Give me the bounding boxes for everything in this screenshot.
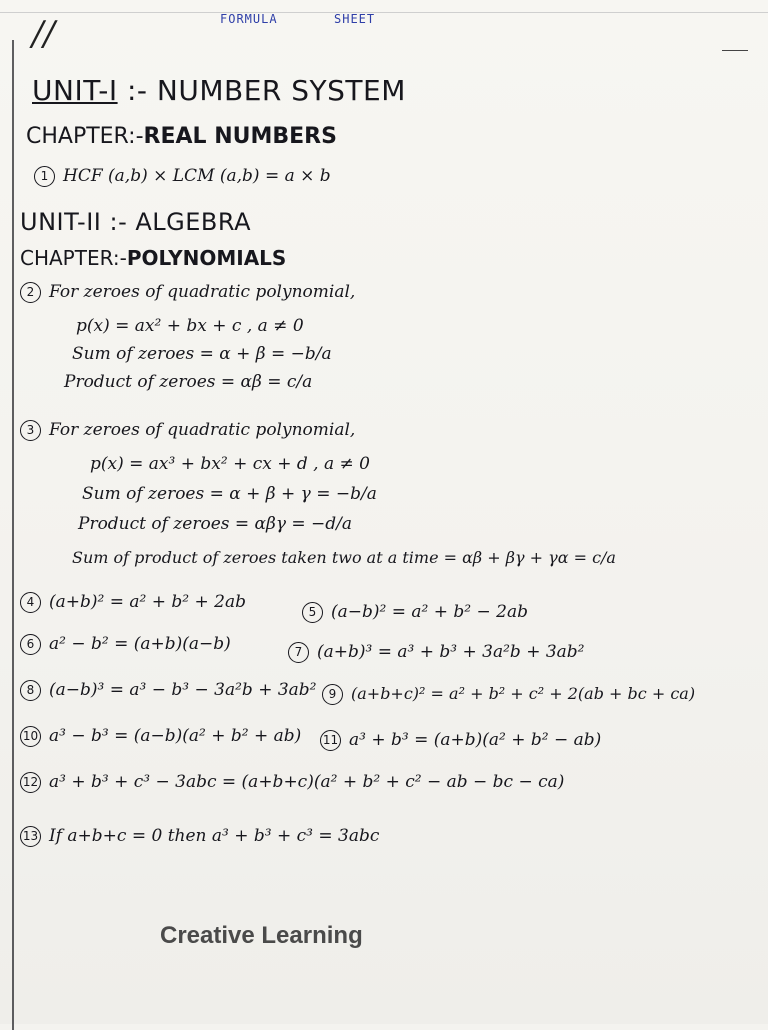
formula-3-poly: p(x) = ax³ + bx² + cx + d , a ≠ 0 (90, 454, 370, 474)
formula-9 (322, 684, 695, 705)
margin-line (12, 40, 14, 1030)
formula-3-sum: Sum of zeroes = α + β + γ = −b/a (82, 484, 377, 504)
corner-dash (722, 50, 748, 51)
formula-number: 9 (322, 684, 343, 705)
chapter-1-name: REAL NUMBERS (143, 124, 337, 149)
formula-5 (302, 602, 528, 623)
chapter-1-prefix: CHAPTER:- (26, 124, 144, 149)
formula-12 (20, 772, 564, 793)
formula-2-poly: p(x) = ax² + bx + c , a ≠ 0 (76, 316, 304, 336)
formula-number: 2 (20, 282, 41, 303)
formula-text: (a+b+c)² = a² + b² + c² + 2(ab + bc + ca) (351, 684, 696, 703)
unit-1-label: UNIT-I (32, 74, 118, 107)
formula-number: 8 (20, 680, 41, 701)
formula-text: If a+b+c = 0 then a³ + b³ + c³ = 3abc (49, 826, 380, 846)
formula-text: (a−b)³ = a³ − b³ − 3a²b + 3ab² (49, 680, 317, 700)
formula-text: (a−b)² = a² + b² − 2ab (331, 602, 528, 622)
formula-number: 6 (20, 634, 41, 655)
formula-3-pair-sum: Sum of product of zeroes taken two at a time = αβ + βγ + γα = c/a (72, 548, 616, 567)
chapter-2-heading (20, 246, 286, 270)
unit-1-title: :- NUMBER SYSTEM (117, 74, 406, 107)
formula-11 (320, 730, 601, 751)
formula-10 (20, 726, 301, 747)
formula-8 (20, 680, 317, 701)
formula-6 (20, 634, 231, 655)
formula-text: For zeroes of quadratic polynomial, (49, 420, 356, 440)
formula-1 (34, 166, 331, 187)
corner-mark: // (32, 14, 55, 54)
formula-4 (20, 592, 246, 613)
formula-2-product: Product of zeroes = αβ = c/a (64, 372, 313, 392)
formula-2-sum: Sum of zeroes = α + β = −b/a (72, 344, 332, 364)
top-rule (0, 12, 768, 13)
formula-3-title (20, 420, 355, 441)
unit-1-heading (32, 74, 406, 107)
formula-text: HCF (a,b) × LCM (a,b) = a × b (63, 166, 331, 186)
formula-7 (288, 642, 585, 663)
header-sheet: SHEET (334, 12, 376, 26)
formula-number: 13 (20, 826, 41, 847)
formula-number: 11 (320, 730, 341, 751)
formula-number: 5 (302, 602, 323, 623)
formula-number: 7 (288, 642, 309, 663)
chapter-2-name: POLYNOMIALS (126, 246, 287, 270)
unit-2-heading: UNIT-II :- ALGEBRA (20, 208, 252, 236)
formula-number: 12 (20, 772, 41, 793)
formula-text: a³ + b³ + c³ − 3abc = (a+b+c)(a² + b² + c² − ab − bc − ca) (49, 772, 565, 792)
formula-number: 4 (20, 592, 41, 613)
brand-watermark: Creative Learning (160, 922, 363, 949)
formula-text: a³ − b³ = (a−b)(a² + b² + ab) (49, 726, 302, 746)
formula-number: 10 (20, 726, 41, 747)
formula-text: For zeroes of quadratic polynomial, (49, 282, 356, 302)
formula-text: (a+b)³ = a³ + b³ + 3a²b + 3ab² (317, 642, 585, 662)
formula-text: (a+b)² = a² + b² + 2ab (49, 592, 246, 612)
formula-text: a³ + b³ = (a+b)(a² + b² − ab) (349, 730, 602, 750)
chapter-2-prefix: CHAPTER:- (20, 246, 127, 270)
chapter-1-heading (26, 124, 337, 149)
formula-2-title (20, 282, 355, 303)
formula-text: a² − b² = (a+b)(a−b) (49, 634, 231, 654)
formula-number: 1 (34, 166, 55, 187)
header-formula: FORMULA (220, 12, 278, 26)
formula-number: 3 (20, 420, 41, 441)
formula-3-product: Product of zeroes = αβγ = −d/a (78, 514, 353, 534)
formula-13 (20, 826, 379, 847)
